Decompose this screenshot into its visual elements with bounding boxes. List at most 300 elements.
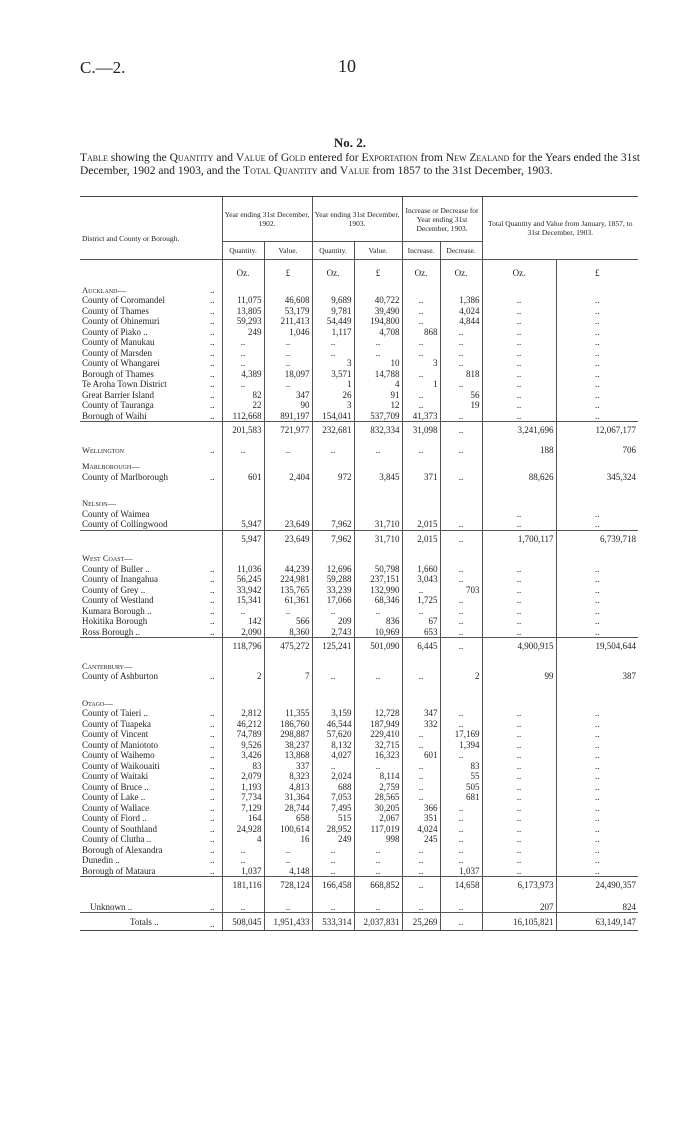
table-row (80, 782, 638, 793)
leader-dots (210, 492, 222, 509)
row-label: Kumara Borough .. (82, 605, 152, 616)
row-label: Otago— (82, 697, 113, 708)
table-cell: 706 (556, 439, 638, 456)
table-cell: 1 (402, 379, 440, 390)
table-cell: .. (482, 616, 556, 627)
table-cell: 154,041 (312, 411, 354, 422)
table-cell: .. (312, 761, 354, 772)
table-cell: .. (402, 782, 440, 793)
row-label: Borough of Alexandra (82, 844, 163, 855)
table-cell: .. (556, 845, 638, 856)
row-label: Auckland— (82, 284, 126, 295)
table-cell: .. (556, 306, 638, 317)
row-label: County of Coromandel (82, 295, 165, 305)
table-cell: 74,789 (222, 729, 264, 740)
region-row (80, 692, 638, 709)
caption-segment: of (265, 152, 281, 164)
table-cell (402, 482, 440, 492)
row-label: County of Piako .. (82, 326, 148, 337)
table-row (80, 295, 638, 306)
table-cell: 14,788 (354, 369, 402, 380)
table-cell: .. (264, 379, 312, 390)
table-cell: .. (402, 761, 440, 772)
table-cell (482, 655, 556, 672)
table-cell: 9,526 (222, 740, 264, 751)
leader-dots (210, 519, 222, 530)
table-cell: .. (222, 894, 264, 913)
table-cell (222, 692, 264, 709)
table-cell (312, 279, 354, 296)
table-cell (556, 492, 638, 509)
leader-dots (210, 547, 222, 564)
table-cell (264, 682, 312, 692)
table-cell: .. (556, 834, 638, 845)
region-row (80, 547, 638, 564)
table-cell (440, 482, 482, 492)
table-cell: 237,151 (354, 574, 402, 585)
table-cell (354, 455, 402, 472)
table-cell: 5,947 (222, 530, 264, 547)
table-cell: .. (440, 627, 482, 638)
leader-dots: .. (210, 284, 215, 295)
leader-dots (210, 692, 222, 709)
row-label: County of Clutha .. (82, 834, 152, 844)
caption-segment: Table (80, 152, 108, 164)
value-1902-header: Value. (264, 242, 312, 260)
table-cell (264, 547, 312, 564)
table-cell: 2,024 (312, 771, 354, 782)
table-cell (312, 682, 354, 692)
leader-dots: .. (210, 913, 222, 931)
table-cell: 2 (222, 671, 264, 682)
table-cell: .. (556, 390, 638, 401)
district-header: District and County or Borough. (80, 197, 222, 260)
caption-segment: Exportation (361, 152, 418, 164)
table-cell: 1,725 (402, 595, 440, 606)
table-cell (440, 682, 482, 692)
table-cell: 100,614 (264, 824, 312, 835)
table-cell (440, 692, 482, 709)
table-cell: .. (402, 671, 440, 682)
table-cell: .. (312, 845, 354, 856)
table-cell: .. (556, 564, 638, 575)
table-cell (312, 492, 354, 509)
table-cell (354, 692, 402, 709)
leader-dots: .. (210, 295, 215, 305)
leader-dots (210, 655, 222, 672)
year-1903-header: Year ending 31st December, 1903. (312, 197, 402, 242)
table-cell (402, 682, 440, 692)
table-cell: .. (482, 411, 556, 422)
table-cell: .. (482, 866, 556, 877)
row-label: Borough of Thames (82, 368, 154, 379)
table-cell: 40,722 (354, 295, 402, 306)
table-cell (440, 547, 482, 564)
table-cell: .. (556, 337, 638, 348)
table-cell (222, 279, 264, 296)
table-cell: .. (556, 379, 638, 390)
table-cell (222, 455, 264, 472)
table-cell: 31,710 (354, 519, 402, 530)
table-cell: .. (556, 866, 638, 877)
table-row (80, 824, 638, 835)
table-row (80, 390, 638, 401)
table-row (80, 379, 638, 390)
table-cell: 2,067 (354, 813, 402, 824)
table-cell: .. (440, 327, 482, 338)
table-cell: 18,097 (264, 369, 312, 380)
row-label: County of Bruce .. (82, 781, 149, 792)
table-cell (354, 547, 402, 564)
table-cell: 186,760 (264, 719, 312, 730)
table-cell (482, 455, 556, 472)
table-cell: .. (556, 327, 638, 338)
table-cell: .. (556, 813, 638, 824)
table-cell: 2,404 (264, 472, 312, 483)
table-cell: 3,043 (402, 574, 440, 585)
table-cell: 82 (222, 390, 264, 401)
row-label: Borough of Waihi (82, 410, 147, 421)
table-cell (482, 279, 556, 296)
unit-cell: Oz. (482, 260, 556, 279)
table-cell (482, 482, 556, 492)
table-cell: 6,173,973 (482, 877, 556, 894)
table-cell: 721,977 (264, 422, 312, 439)
table-cell: .. (482, 337, 556, 348)
table-cell: .. (402, 729, 440, 740)
table-cell: .. (264, 439, 312, 456)
table-cell: 1,386 (440, 295, 482, 306)
table-cell: .. (440, 411, 482, 422)
table-cell: 12,696 (312, 564, 354, 575)
table-row (80, 803, 638, 814)
table-row (80, 834, 638, 845)
caption-segment: from (417, 152, 446, 164)
table-cell (482, 547, 556, 564)
table-cell: 8,323 (264, 771, 312, 782)
table-cell: 33,239 (312, 585, 354, 596)
table-cell: 3 (402, 358, 440, 369)
leader-dots: .. (210, 337, 215, 347)
table-cell (312, 455, 354, 472)
leader-dots: .. (210, 823, 215, 834)
table-cell: .. (402, 439, 440, 456)
table-row (80, 369, 638, 380)
table-cell: 4,389 (222, 369, 264, 380)
table-cell: 12,067,177 (556, 422, 638, 439)
table-cell: 351 (402, 813, 440, 824)
leader-dots (210, 877, 222, 894)
leader-dots: .. (210, 444, 215, 455)
table-cell: 2,079 (222, 771, 264, 782)
caption-segment: Quantity (169, 152, 214, 164)
table-cell: 537,709 (354, 411, 402, 422)
leader-dots: .. (210, 368, 215, 379)
table-cell: 112,668 (222, 411, 264, 422)
leader-dots: .. (210, 771, 215, 781)
table-cell: .. (440, 574, 482, 585)
table-cell: .. (482, 295, 556, 306)
table-cell: 164 (222, 813, 264, 824)
table-cell: .. (482, 845, 556, 856)
table-cell: 653 (402, 627, 440, 638)
table-cell (440, 509, 482, 520)
table-cell: .. (402, 306, 440, 317)
table-cell: 187,949 (354, 719, 402, 730)
row-label: County of Tauranga (82, 400, 154, 410)
table-cell: .. (556, 519, 638, 530)
row-label (80, 638, 210, 655)
leader-dots: .. (210, 605, 215, 616)
leader-dots: .. (210, 471, 215, 482)
table-cell: 8,360 (264, 627, 312, 638)
table-cell: .. (354, 348, 402, 359)
table-cell: 3 (312, 400, 354, 411)
table-cell: .. (556, 509, 638, 520)
row-label (80, 482, 210, 492)
total-header: Total Quantity and Value from January, 1857, to 31st December, 1903. (482, 197, 638, 260)
table-cell: .. (312, 866, 354, 877)
table-cell: .. (440, 379, 482, 390)
table-cell: .. (556, 400, 638, 411)
table-cell: 15,341 (222, 595, 264, 606)
table-cell: .. (482, 627, 556, 638)
table-row (80, 708, 638, 719)
table-cell (482, 692, 556, 709)
table-cell: 224,981 (264, 574, 312, 585)
table-cell: 232,681 (312, 422, 354, 439)
row-label: County of Waihemo (82, 750, 155, 760)
table-cell: 88,626 (482, 472, 556, 483)
table-cell: 658 (264, 813, 312, 824)
table-cell: .. (482, 316, 556, 327)
table-cell: 601 (222, 472, 264, 483)
table-cell: 32,715 (354, 740, 402, 751)
table-cell: .. (440, 606, 482, 617)
table-cell: .. (482, 400, 556, 411)
table-cell: .. (440, 358, 482, 369)
table-cell (222, 509, 264, 520)
table-cell: .. (264, 358, 312, 369)
table-cell (402, 547, 440, 564)
leader-dots: .. (210, 855, 215, 865)
gold-export-table (80, 196, 638, 931)
table-cell: .. (556, 761, 638, 772)
table-cell (222, 682, 264, 692)
table-cell: 1,394 (440, 740, 482, 751)
table-cell: .. (354, 855, 402, 866)
page-series: C.—2. (80, 58, 126, 77)
leader-dots: .. (210, 389, 215, 400)
leader-dots: .. (210, 400, 215, 410)
table-cell: .. (482, 564, 556, 575)
table-cell: 24,928 (222, 824, 264, 835)
table-cell: .. (440, 913, 482, 931)
table-cell: 2,037,831 (354, 913, 402, 931)
table-cell (312, 692, 354, 709)
table-cell (402, 655, 440, 672)
quantity-1902-header: Quantity. (222, 242, 264, 260)
table-cell: 668,852 (354, 877, 402, 894)
table-cell: 1 (312, 379, 354, 390)
caption-segment: Total Quantity (243, 165, 318, 177)
caption-segment: entered for (305, 152, 362, 164)
table-row (80, 411, 638, 422)
table-cell: .. (556, 792, 638, 803)
decrease-header: Decrease. (440, 242, 482, 260)
table-cell: 125,241 (312, 638, 354, 655)
table-cell: 1,660 (402, 564, 440, 575)
row-label: County of Manukau (82, 337, 155, 347)
unit-cell: £ (354, 260, 402, 279)
table-cell: 4 (222, 834, 264, 845)
table-cell: .. (354, 439, 402, 456)
table-cell: .. (556, 411, 638, 422)
table-cell: 4,148 (264, 866, 312, 877)
table-cell: 44,239 (264, 564, 312, 575)
leader-dots: .. (210, 750, 215, 760)
table-row (80, 682, 638, 692)
table-cell: 22 (222, 400, 264, 411)
table-cell: .. (482, 792, 556, 803)
row-label: County of Inangahua (82, 574, 158, 584)
row-label: Totals .. (80, 913, 210, 931)
table-cell: 57,620 (312, 729, 354, 740)
table-cell: .. (482, 761, 556, 772)
table-cell: .. (402, 348, 440, 359)
table-cell: 7 (264, 671, 312, 682)
table-cell: 2 (440, 671, 482, 682)
table-cell: 475,272 (264, 638, 312, 655)
table-cell: 4,708 (354, 327, 402, 338)
table-cell: 194,800 (354, 316, 402, 327)
region-row (80, 492, 638, 509)
leader-dots: .. (210, 574, 215, 584)
table-cell: .. (440, 813, 482, 824)
table-cell: 209 (312, 616, 354, 627)
table-cell: 515 (312, 813, 354, 824)
table-cell: .. (222, 379, 264, 390)
table-cell (556, 455, 638, 472)
leader-dots: .. (210, 595, 215, 605)
table-cell: .. (440, 638, 482, 655)
caption-segment: New Zealand (445, 152, 510, 164)
table-cell: 13,805 (222, 306, 264, 317)
table-row (80, 358, 638, 369)
table-cell: .. (312, 855, 354, 866)
table-cell: 61,361 (264, 595, 312, 606)
table-cell: 6,739,718 (556, 530, 638, 547)
table-cell: 142 (222, 616, 264, 627)
table-cell (264, 655, 312, 672)
table-cell: 23,649 (264, 519, 312, 530)
table-cell (354, 482, 402, 492)
table-cell: .. (482, 750, 556, 761)
table-cell: .. (482, 306, 556, 317)
table-cell: .. (264, 337, 312, 348)
table-row (80, 564, 638, 575)
table-cell: .. (556, 595, 638, 606)
leader-dots: .. (210, 718, 215, 729)
table-cell: 998 (354, 834, 402, 845)
table-cell: .. (440, 530, 482, 547)
table-cell: .. (354, 606, 402, 617)
table-cell: .. (402, 606, 440, 617)
table-cell: .. (402, 337, 440, 348)
table-row (80, 574, 638, 585)
table-cell: .. (440, 595, 482, 606)
leader-dots: .. (210, 563, 215, 574)
table-cell: .. (556, 719, 638, 730)
leader-dots: .. (210, 708, 215, 718)
table-cell: .. (402, 400, 440, 411)
table-cell: .. (402, 894, 440, 913)
leader-dots (210, 482, 222, 492)
table-cell: .. (440, 519, 482, 530)
table-cell: 19 (440, 400, 482, 411)
table-cell: 19,504,644 (556, 638, 638, 655)
table-cell: .. (312, 439, 354, 456)
table-cell: .. (402, 877, 440, 894)
table-cell: 46,212 (222, 719, 264, 730)
table-cell (264, 692, 312, 709)
leader-dots: .. (210, 739, 215, 750)
table-cell: .. (402, 390, 440, 401)
leader-dots (210, 455, 222, 472)
table-cell: 16,105,821 (482, 913, 556, 931)
leader-dots: .. (210, 792, 215, 802)
table-cell: .. (440, 750, 482, 761)
table-row (80, 472, 638, 483)
row-label: County of Ohinemuri (82, 316, 160, 326)
table-cell (312, 655, 354, 672)
table-cell: 4,813 (264, 782, 312, 793)
table-cell: 25,269 (402, 913, 440, 931)
table-cell: 41,373 (402, 411, 440, 422)
table-cell: .. (556, 750, 638, 761)
caption-segment: and (213, 152, 236, 164)
table-cell: .. (312, 606, 354, 617)
table-cell: .. (312, 671, 354, 682)
table-cell (440, 455, 482, 472)
table-cell: 703 (440, 585, 482, 596)
unit-cell: Oz. (312, 260, 354, 279)
table-cell: .. (482, 606, 556, 617)
table-cell: 7,053 (312, 792, 354, 803)
table-cell: 17,066 (312, 595, 354, 606)
leader-dots: .. (210, 626, 215, 637)
table-cell (312, 509, 354, 520)
table-cell: .. (354, 845, 402, 856)
totals-row (80, 913, 638, 931)
quantity-1903-header: Quantity. (312, 242, 354, 260)
row-label: County of Marsden (82, 347, 152, 358)
table-cell: 347 (402, 708, 440, 719)
table-cell (440, 279, 482, 296)
unit-cell: Oz. (402, 260, 440, 279)
table-cell: 68,346 (354, 595, 402, 606)
table-row (80, 845, 638, 856)
table-cell: .. (556, 627, 638, 638)
table-row (80, 316, 638, 327)
table-cell: .. (354, 671, 402, 682)
table-cell: 4,024 (440, 306, 482, 317)
table-row (80, 616, 638, 627)
table-cell: .. (354, 894, 402, 913)
table-cell (402, 509, 440, 520)
table-cell: .. (556, 358, 638, 369)
row-label: County of Grey .. (82, 584, 146, 595)
